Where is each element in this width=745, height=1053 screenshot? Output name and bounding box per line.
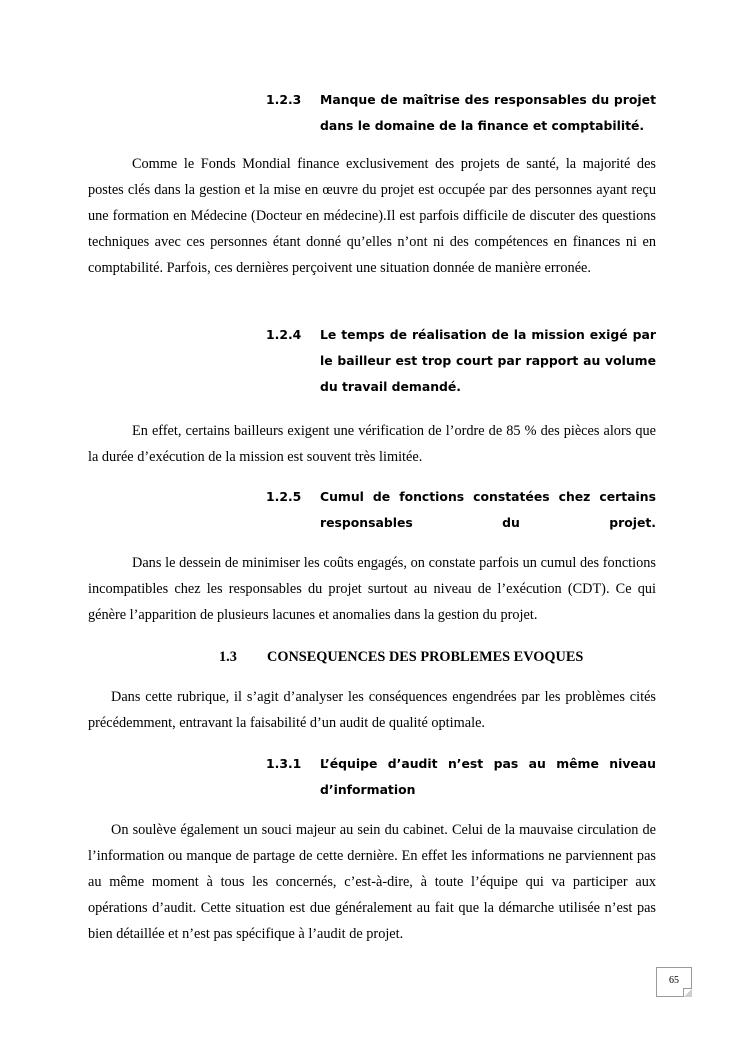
paragraph-circulation-information: On soulève également un souci majeur au sein du cabinet. Celui de la mauvaise circulation de l’information ou manque de partage de cette dernière. En effet les informations ne parviennent pas au même moment à tous les concernés, c’est-à-dire, à toute l’équipe qui va participer aux opérations d’audit. Cette situation est due généralement au fait que la démarche utilisée n’est pas bien détaillée et n’est pas spécifique à l’audit de projet. (88, 822, 656, 942)
page-number (656, 967, 692, 997)
heading-title: Le temps de réalisation de la mission exigé par le bailleur est trop court par rapport au volume du travail demandé. (320, 327, 656, 394)
heading-number: 1.3 (219, 649, 237, 665)
paragraph-fonds-mondial: Comme le Fonds Mondial finance exclusivement des projets de santé, la majorité des postes clés dans la gestion et la mise en œuvre du projet est occupée par des personnes ayant reçu une formation en Médecine (Docteur en médecine).Il est parfois difficile de discuter des questions techniques avec ces personnes étant donné qu’elles n’ont ni des compétences en finances ni en comptabilité. Parfois, ces dernières perçoivent une situation donnée de manière erronée. (88, 156, 656, 276)
heading-number: 1.2.3 (266, 92, 302, 107)
heading-1-2-5 (266, 484, 656, 536)
heading-title: Manque de maîtrise des responsables du projet dans le domaine de la finance et comptabilité. (320, 92, 656, 133)
page-number-label: 65 (669, 975, 679, 986)
paragraph-cumul-fonctions: Dans le dessein de minimiser les coûts engagés, on constate parfois un cumul des fonctions incompatibles chez les responsables du projet surtout au niveau de l’exécution (CDT). Ce qui génère l’apparition de plusieurs lacunes et anomalies dans la gestion du projet. (88, 555, 656, 623)
heading-1-3-1 (266, 751, 656, 803)
paragraph-rubrique: Dans cette rubrique, il s’agit d’analyser les conséquences engendrées par les problèmes cités précédemment, entravant la faisabilité d’un audit de qualité optimale. (88, 689, 656, 731)
heading-1-2-3 (266, 87, 656, 139)
heading-title: L’équipe d’audit n’est pas au même niveau d’information (320, 756, 656, 797)
heading-title: Cumul de fonctions constatées chez certains responsables du projet. (320, 489, 656, 530)
paragraph-bailleurs: En effet, certains bailleurs exigent une vérification de l’ordre de 85 % des pièces alors que la durée d’exécution de la mission est souvent très limitée. (88, 423, 656, 465)
heading-1-2-4 (266, 322, 656, 400)
heading-1-3 (219, 644, 583, 670)
heading-title: CONSEQUENCES DES PROBLEMES EVOQUES (267, 649, 584, 665)
heading-number: 1.3.1 (266, 756, 302, 771)
heading-number: 1.2.4 (266, 327, 302, 342)
heading-number: 1.2.5 (266, 489, 302, 504)
page-curl-icon (683, 988, 692, 997)
